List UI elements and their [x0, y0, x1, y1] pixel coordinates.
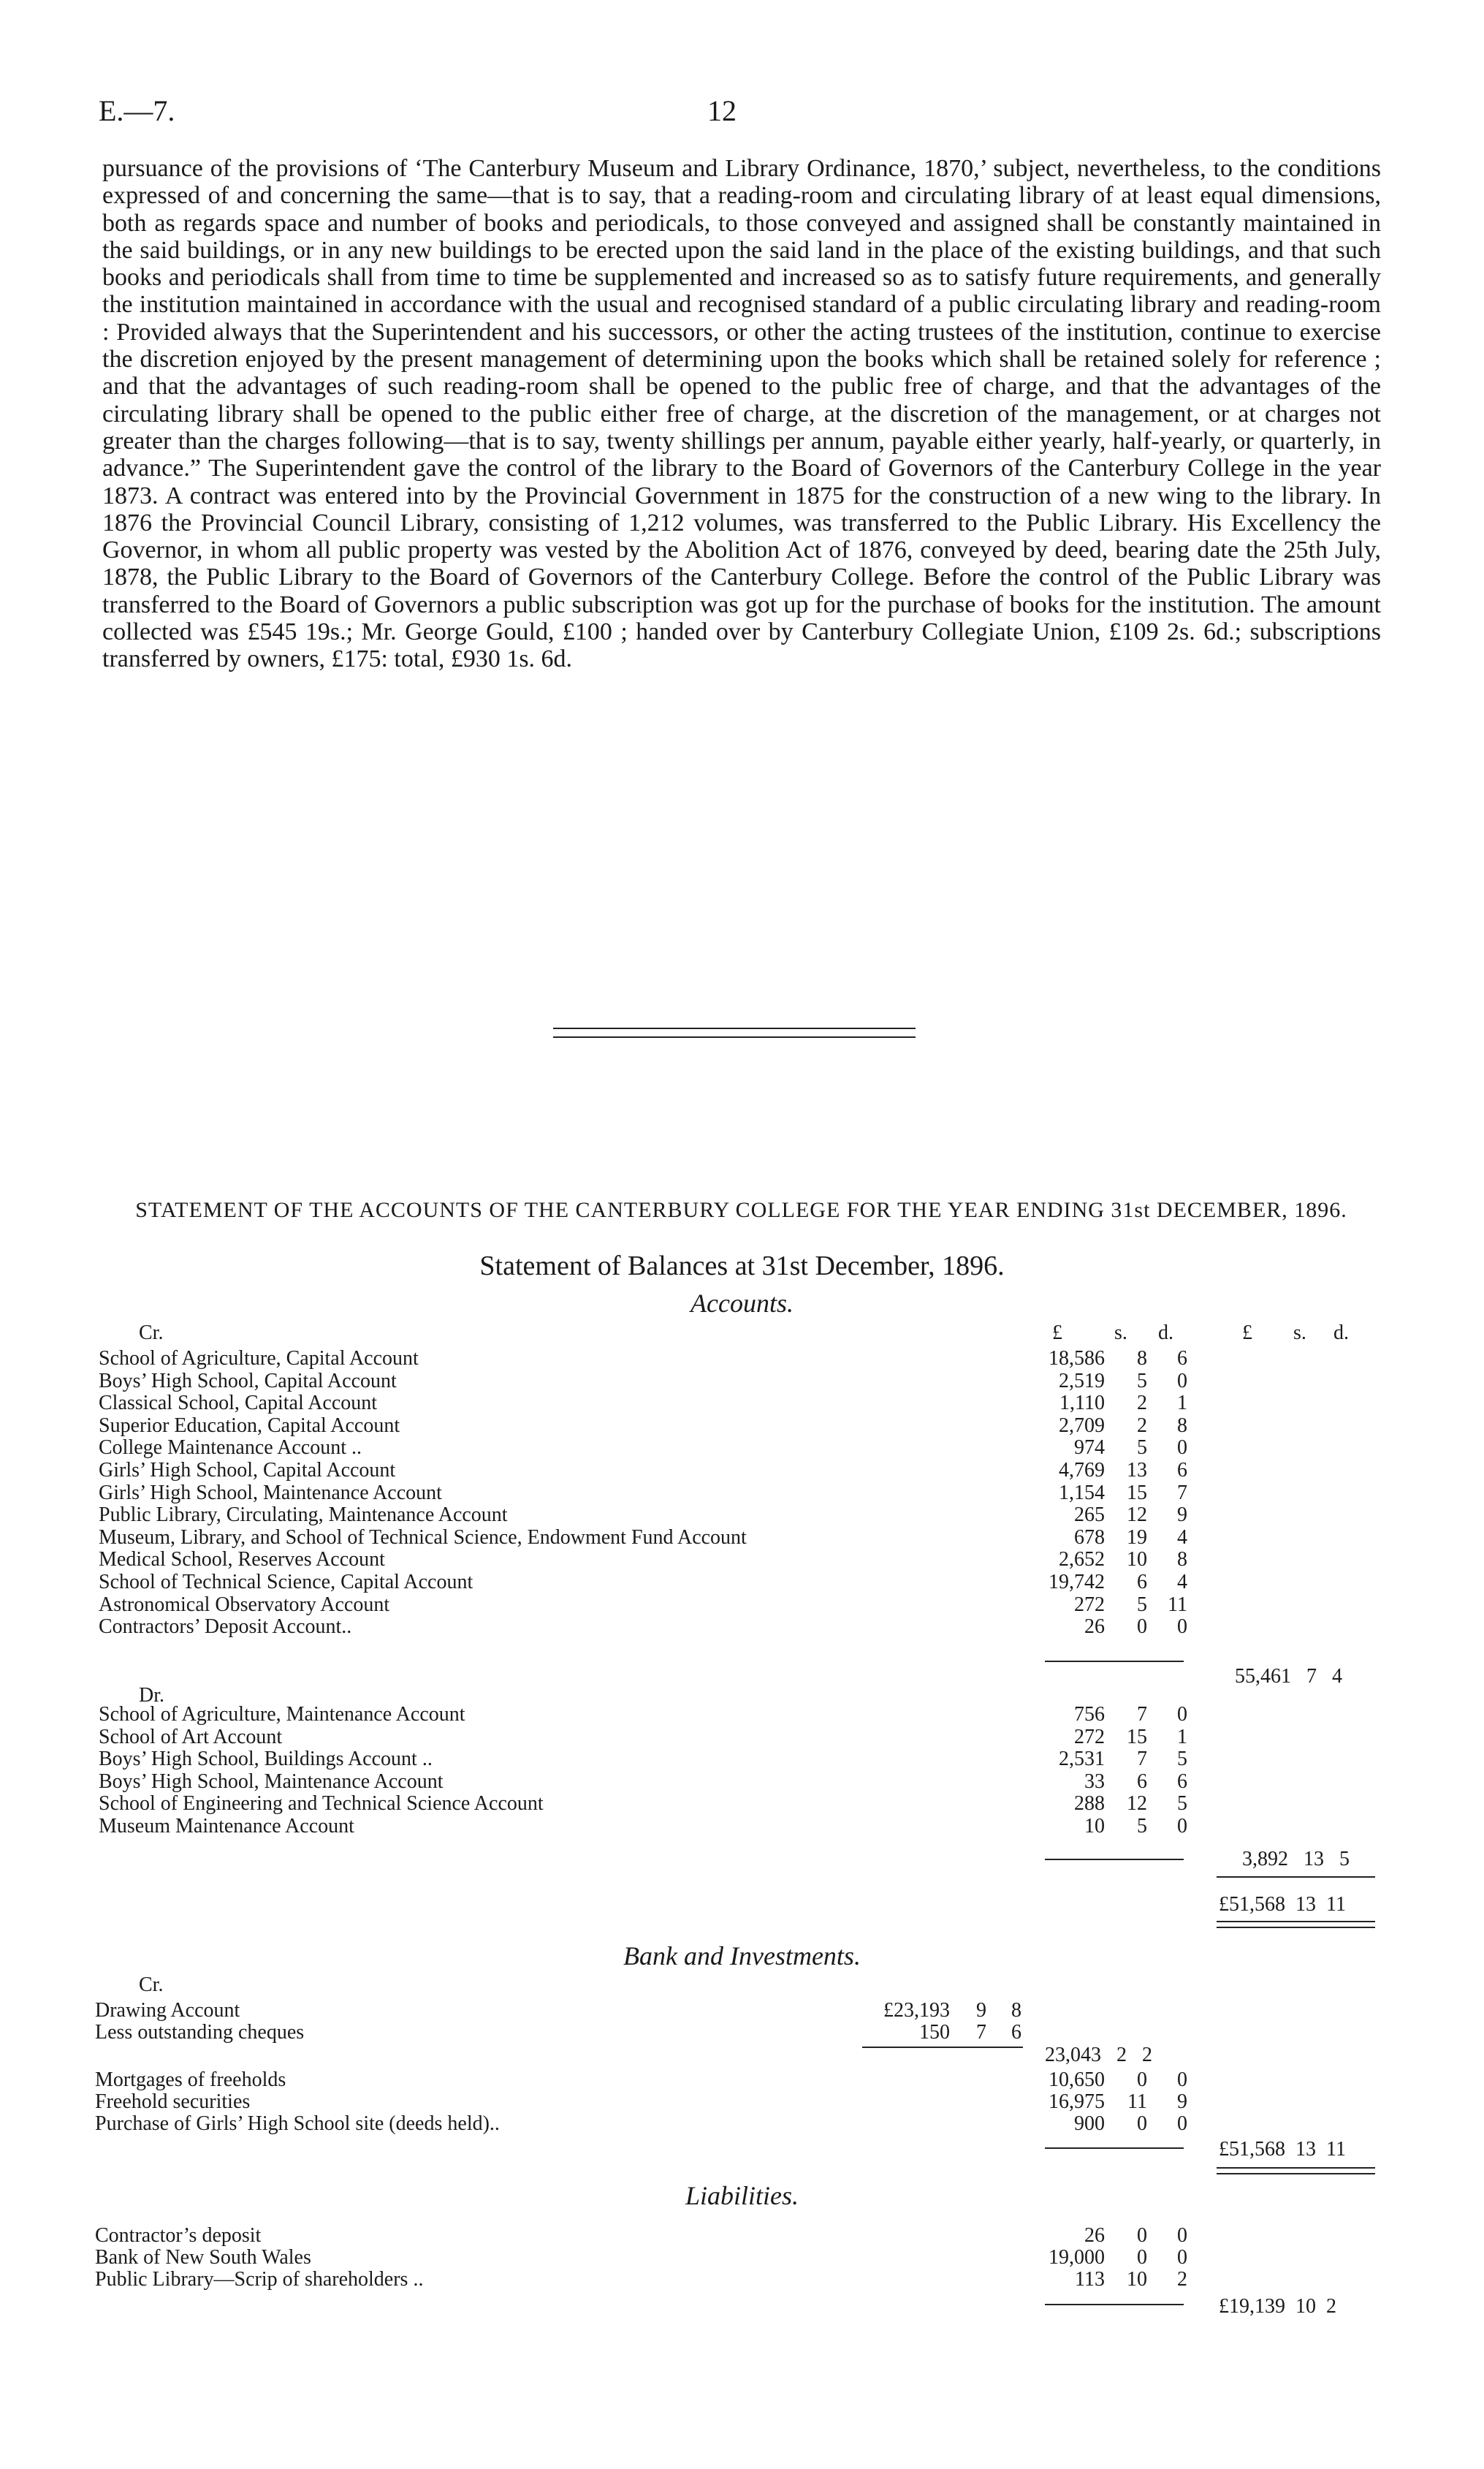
cr-label: Cr. — [139, 1321, 164, 1344]
bank-cr-label: Cr. — [139, 1973, 164, 1996]
bank-account-row-label: Drawing Account — [95, 1999, 240, 2022]
cr-account-row-label: School of Agriculture, Capital Account — [99, 1347, 419, 1370]
liability-row-pence: 0 — [1177, 2246, 1187, 2269]
bank-double-rule-a — [1217, 2167, 1375, 2169]
dr-account-row-shillings: 15 — [1127, 1725, 1147, 1748]
bank-account-row — [95, 2021, 1410, 2044]
cr-account-row-shillings: 6 — [1137, 1571, 1147, 1593]
liability-row-pence: 2 — [1177, 2268, 1187, 2291]
cr-account-row-label: Medical School, Reserves Account — [99, 1548, 385, 1571]
investment-row-label: Mortgages of freeholds — [95, 2068, 286, 2091]
cr-total: 55,461 7 4 — [1235, 1665, 1342, 1688]
liabilities-total: £19,139 10 2 — [1219, 2295, 1336, 2318]
bank-account-row-pence: 8 — [1011, 1999, 1021, 2022]
bank-account-row-shillings: 7 — [976, 2021, 986, 2044]
bank-double-rule-b — [1217, 2173, 1375, 2174]
cr-account-row-label: Superior Education, Capital Account — [99, 1414, 400, 1437]
cr-account-row-pence: 8 — [1177, 1548, 1187, 1571]
accounts-heading: Accounts. — [690, 1289, 794, 1318]
cr-account-row-shillings: 2 — [1137, 1392, 1147, 1415]
cr-account-row-pounds: 26 — [1084, 1615, 1105, 1639]
dr-account-row-pounds: 272 — [1074, 1725, 1105, 1748]
bank-net: 23,043 2 2 — [1045, 2044, 1152, 2066]
section-divider-bottom — [553, 1036, 916, 1038]
dr-account-row — [99, 1792, 1414, 1816]
cr-account-row-pounds: 4,769 — [1059, 1459, 1105, 1482]
liability-row-label: Contractor’s deposit — [95, 2224, 262, 2247]
liabilities-heading: Liabilities. — [685, 2181, 799, 2210]
bank-account-row — [95, 1999, 1410, 2022]
cr-account-row-shillings: 15 — [1127, 1481, 1147, 1504]
cr-account-row-pence: 8 — [1177, 1414, 1187, 1437]
cr-account-row-pounds: 2,519 — [1059, 1369, 1105, 1392]
cr-account-row-pounds: 974 — [1074, 1436, 1105, 1460]
dr-subtotal-rule — [1045, 1859, 1184, 1860]
investment-row-pounds: 900 — [1074, 2112, 1105, 2135]
cr-account-row — [99, 1459, 1414, 1482]
cr-account-row-pounds: 2,652 — [1059, 1548, 1105, 1571]
cr-account-row — [99, 1548, 1414, 1571]
cr-account-row-shillings: 19 — [1127, 1525, 1147, 1549]
investment-row-shillings: 0 — [1137, 2068, 1147, 2091]
cr-account-row-pounds: 272 — [1074, 1593, 1105, 1616]
cr-account-row — [99, 1392, 1414, 1415]
dr-account-row — [99, 1770, 1414, 1794]
cr-account-row — [99, 1593, 1414, 1617]
cr-account-row — [99, 1571, 1414, 1594]
cr-account-row-pence: 4 — [1177, 1571, 1187, 1593]
dr-account-row-shillings: 5 — [1137, 1815, 1147, 1837]
dr-account-row-pounds: 2,531 — [1059, 1748, 1105, 1771]
cr-account-row-shillings: 8 — [1137, 1347, 1147, 1370]
investment-row — [95, 2112, 1410, 2136]
cr-account-row-label: Girls’ High School, Capital Account — [99, 1459, 396, 1482]
liability-row — [95, 2268, 1410, 2291]
cr-account-row-pounds: 18,586 — [1049, 1347, 1105, 1370]
investment-row-pence: 0 — [1177, 2068, 1187, 2091]
cr-account-row-pounds: 1,110 — [1059, 1392, 1105, 1415]
cr-account-row-label: Classical School, Capital Account — [99, 1392, 378, 1415]
cr-account-row-shillings: 0 — [1137, 1615, 1147, 1639]
investment-row-shillings: 0 — [1137, 2112, 1147, 2135]
dr-account-row — [99, 1815, 1414, 1838]
liab-subtotal-rule — [1045, 2304, 1184, 2305]
liability-row-shillings: 10 — [1127, 2268, 1147, 2291]
dr-account-row-pence: 0 — [1177, 1815, 1187, 1837]
bank-account-row-pounds: 150 — [919, 2021, 950, 2044]
bank-account-row-pounds: £23,193 — [883, 1999, 950, 2022]
cr-account-row-shillings: 5 — [1137, 1593, 1147, 1616]
dr-account-row — [99, 1748, 1414, 1771]
investment-row-pounds: 10,650 — [1049, 2068, 1105, 2091]
dr-account-row-pence: 6 — [1177, 1770, 1187, 1793]
investment-row-shillings: 11 — [1127, 2090, 1147, 2113]
cr-account-row-pence: 9 — [1177, 1503, 1187, 1527]
page-number: 12 — [707, 94, 737, 127]
balance-double-rule-b — [1217, 1927, 1375, 1928]
liability-row — [95, 2246, 1410, 2269]
bank-total: £51,568 13 11 — [1219, 2138, 1346, 2161]
cr-account-row-label: Astronomical Observatory Account — [99, 1593, 390, 1616]
col-pence-header: d. — [1158, 1321, 1173, 1344]
cr-account-row-label: Contractors’ Deposit Account.. — [99, 1615, 352, 1639]
dr-account-row-label: School of Art Account — [99, 1725, 283, 1748]
investment-row-label: Purchase of Girls’ High School site (deeds held).. — [95, 2112, 500, 2135]
cr-account-row — [99, 1347, 1414, 1370]
cr-account-row-shillings: 5 — [1137, 1369, 1147, 1392]
investment-row — [95, 2090, 1410, 2114]
cr-account-row-pounds: 265 — [1074, 1503, 1105, 1527]
cr-account-row-pounds: 2,709 — [1059, 1414, 1105, 1437]
body-paragraph: pursuance of the provisions of ‘The Canterbury Museum and Library Ordinance, 1870,’ subject, nevertheless, to the conditions expressed of and concerning the same—that is to say, that a reading-room and circulating library of at least equal dimensions, both as regards space and number of books and periodicals, to those conveyed and assigned shall be constantly maintained in the said buildings, or in any new buildings to be erected upon the said land in the place of the existing buildings, and that such books and periodicals shall from time to time be supplemented and increased so as to satisfy future requirements, and generally the institution maintained in accordance with the usual and recognised standard of a public circulating library and reading-room : Provided always that the Superintendent and his successors, or other the acting trustees of the institution, continue to exercise the discretion enjoyed by the present management of determining upon the books which shall be retained solely for reference ; and that the advantages of such reading-room shall be opened to the public free of charge, and that the advantages of the circulating library shall be opened to the public either free of charge, at the discretion of the management, or at charges not greater than the charges following—that is to say, twenty shillings per annum, payable either yearly, half-yearly, or quarterly, in advance.” The Superintendent gave the control of the library to the Board of Governors of the Canterbury College in the year 1873. A contract was entered into by the Provincial Government in 1875 for the construction of a new wing to the library. In 1876 the Provincial Council Library, consisting of 1,212 volumes, was transferred to the Public Library. His Excellency the Governor, in whom all public property was vested by the Abolition Act of 1876, conveyed by deed, bearing date the 25th July, 1878, the Public Library to the Board of Governors of the Canterbury College. Before the control of the Public Library was transferred to the Board of Governors a public subscription was got up for the purchase of books for the institution. The amount collected was £545 19s.; Mr. George Gould, £100 ; handed over by Canterbury Collegiate Union, £109 2s. 6d.; subscriptions transferred by owners, £175: total, £930 1s. 6d. — [102, 155, 1381, 673]
cr-account-row-pounds: 1,154 — [1059, 1481, 1105, 1504]
investment-row-label: Freehold securities — [95, 2090, 251, 2113]
statement-title: STATEMENT OF THE ACCOUNTS OF THE CANTERBURY COLLEGE FOR THE YEAR ENDING 31st DECEMBER, 1896. — [135, 1198, 1347, 1222]
dr-account-row-pounds: 288 — [1074, 1792, 1105, 1816]
liability-row-pounds: 26 — [1084, 2224, 1105, 2247]
dr-account-row-shillings: 7 — [1137, 1748, 1147, 1771]
cr-account-row-pence: 6 — [1177, 1347, 1187, 1370]
cr-account-row — [99, 1414, 1414, 1438]
bank-subtotal-rule — [862, 2047, 1023, 2048]
cr-account-row-pence: 7 — [1177, 1481, 1187, 1504]
bank-account-row-pence: 6 — [1011, 2021, 1021, 2044]
cr-account-row — [99, 1370, 1414, 1393]
investment-row-pence: 0 — [1177, 2112, 1187, 2135]
cr-account-row-pence: 1 — [1177, 1392, 1187, 1415]
dr-total-rule — [1217, 1876, 1375, 1878]
dr-total: 3,892 13 5 — [1242, 1848, 1350, 1870]
cr-account-row-pence: 6 — [1177, 1459, 1187, 1482]
dr-account-row-pounds: 10 — [1084, 1815, 1105, 1837]
liability-row-label: Bank of New South Wales — [95, 2246, 311, 2269]
dr-account-row-label: Museum Maintenance Account — [99, 1815, 354, 1837]
invest-subtotal-rule — [1045, 2147, 1184, 2149]
liability-row-shillings: 0 — [1137, 2224, 1147, 2247]
bank-account-row-label: Less outstanding cheques — [95, 2021, 305, 2044]
dr-account-row-shillings: 6 — [1137, 1770, 1147, 1793]
cr-account-row-shillings: 13 — [1127, 1459, 1147, 1482]
dr-account-row-label: School of Agriculture, Maintenance Account — [99, 1703, 465, 1726]
liability-row-pounds: 113 — [1075, 2268, 1105, 2291]
investment-row — [95, 2068, 1410, 2092]
dr-account-row-pounds: 33 — [1084, 1770, 1105, 1793]
investment-row-pence: 9 — [1177, 2090, 1187, 2113]
cr-account-row-shillings: 5 — [1137, 1436, 1147, 1460]
balance-double-rule-a — [1217, 1921, 1375, 1922]
cr-account-row-pence: 4 — [1177, 1525, 1187, 1549]
liability-row-shillings: 0 — [1137, 2246, 1147, 2269]
cr-subtotal-rule — [1045, 1661, 1184, 1662]
dr-account-row-label: Boys’ High School, Buildings Account .. — [99, 1748, 433, 1771]
liability-row-pounds: 19,000 — [1049, 2246, 1105, 2269]
dr-account-row-label: School of Engineering and Technical Science Account — [99, 1792, 544, 1816]
dr-account-row-label: Boys’ High School, Maintenance Account — [99, 1770, 444, 1793]
statement-subtitle: Statement of Balances at 31st December, 1896. — [479, 1251, 1005, 1281]
cr-account-row — [99, 1615, 1414, 1639]
cr-account-row-label: School of Technical Science, Capital Account — [99, 1571, 473, 1593]
document-reference: E.—7. — [99, 94, 175, 127]
cr-account-row-label: Girls’ High School, Maintenance Account — [99, 1481, 442, 1504]
liability-row-label: Public Library—Scrip of shareholders .. — [95, 2268, 424, 2291]
cr-account-row-pounds: 678 — [1074, 1525, 1105, 1549]
accounts-balance: £51,568 13 11 — [1219, 1893, 1346, 1916]
dr-account-row-pounds: 756 — [1074, 1703, 1105, 1726]
cr-account-row — [99, 1482, 1414, 1505]
liability-row — [95, 2224, 1410, 2248]
investment-row-pounds: 16,975 — [1049, 2090, 1105, 2113]
cr-account-row — [99, 1526, 1414, 1550]
col-pound-header: £ — [1052, 1321, 1062, 1344]
bank-account-row-shillings: 9 — [976, 1999, 986, 2022]
section-divider-top — [553, 1028, 916, 1029]
dr-account-row-pence: 1 — [1177, 1725, 1187, 1748]
dr-account-row — [99, 1703, 1414, 1726]
bank-heading: Bank and Investments. — [623, 1941, 861, 1971]
dr-account-row — [99, 1726, 1414, 1749]
dr-label: Dr. — [139, 1684, 164, 1707]
cr-account-row-pence: 0 — [1177, 1369, 1187, 1392]
dr-account-row-shillings: 12 — [1127, 1792, 1147, 1816]
cr-account-row-pounds: 19,742 — [1049, 1571, 1105, 1593]
cr-account-row — [99, 1436, 1414, 1460]
cr-account-row-pence: 0 — [1177, 1436, 1187, 1460]
cr-account-row-label: Museum, Library, and School of Technical Science, Endowment Fund Account — [99, 1525, 747, 1549]
dr-account-row-pence: 5 — [1177, 1748, 1187, 1771]
cr-account-row-pence: 11 — [1168, 1593, 1187, 1616]
cr-account-row-pence: 0 — [1177, 1615, 1187, 1639]
cr-account-row-shillings: 12 — [1127, 1503, 1147, 1527]
col-shilling-header-total: s. — [1293, 1321, 1306, 1344]
dr-account-row-shillings: 7 — [1137, 1703, 1147, 1726]
cr-account-row-label: Public Library, Circulating, Maintenance Account — [99, 1503, 508, 1527]
cr-account-row-shillings: 10 — [1127, 1548, 1147, 1571]
cr-account-row-label: College Maintenance Account .. — [99, 1436, 362, 1460]
dr-account-row-pence: 0 — [1177, 1703, 1187, 1726]
cr-account-row — [99, 1503, 1414, 1527]
col-shilling-header: s. — [1114, 1321, 1127, 1344]
dr-account-row-pence: 5 — [1177, 1792, 1187, 1816]
col-pound-header-total: £ — [1242, 1321, 1252, 1344]
col-pence-header-total: d. — [1333, 1321, 1349, 1344]
cr-account-row-label: Boys’ High School, Capital Account — [99, 1369, 397, 1392]
cr-account-row-shillings: 2 — [1137, 1414, 1147, 1437]
liability-row-pence: 0 — [1177, 2224, 1187, 2247]
